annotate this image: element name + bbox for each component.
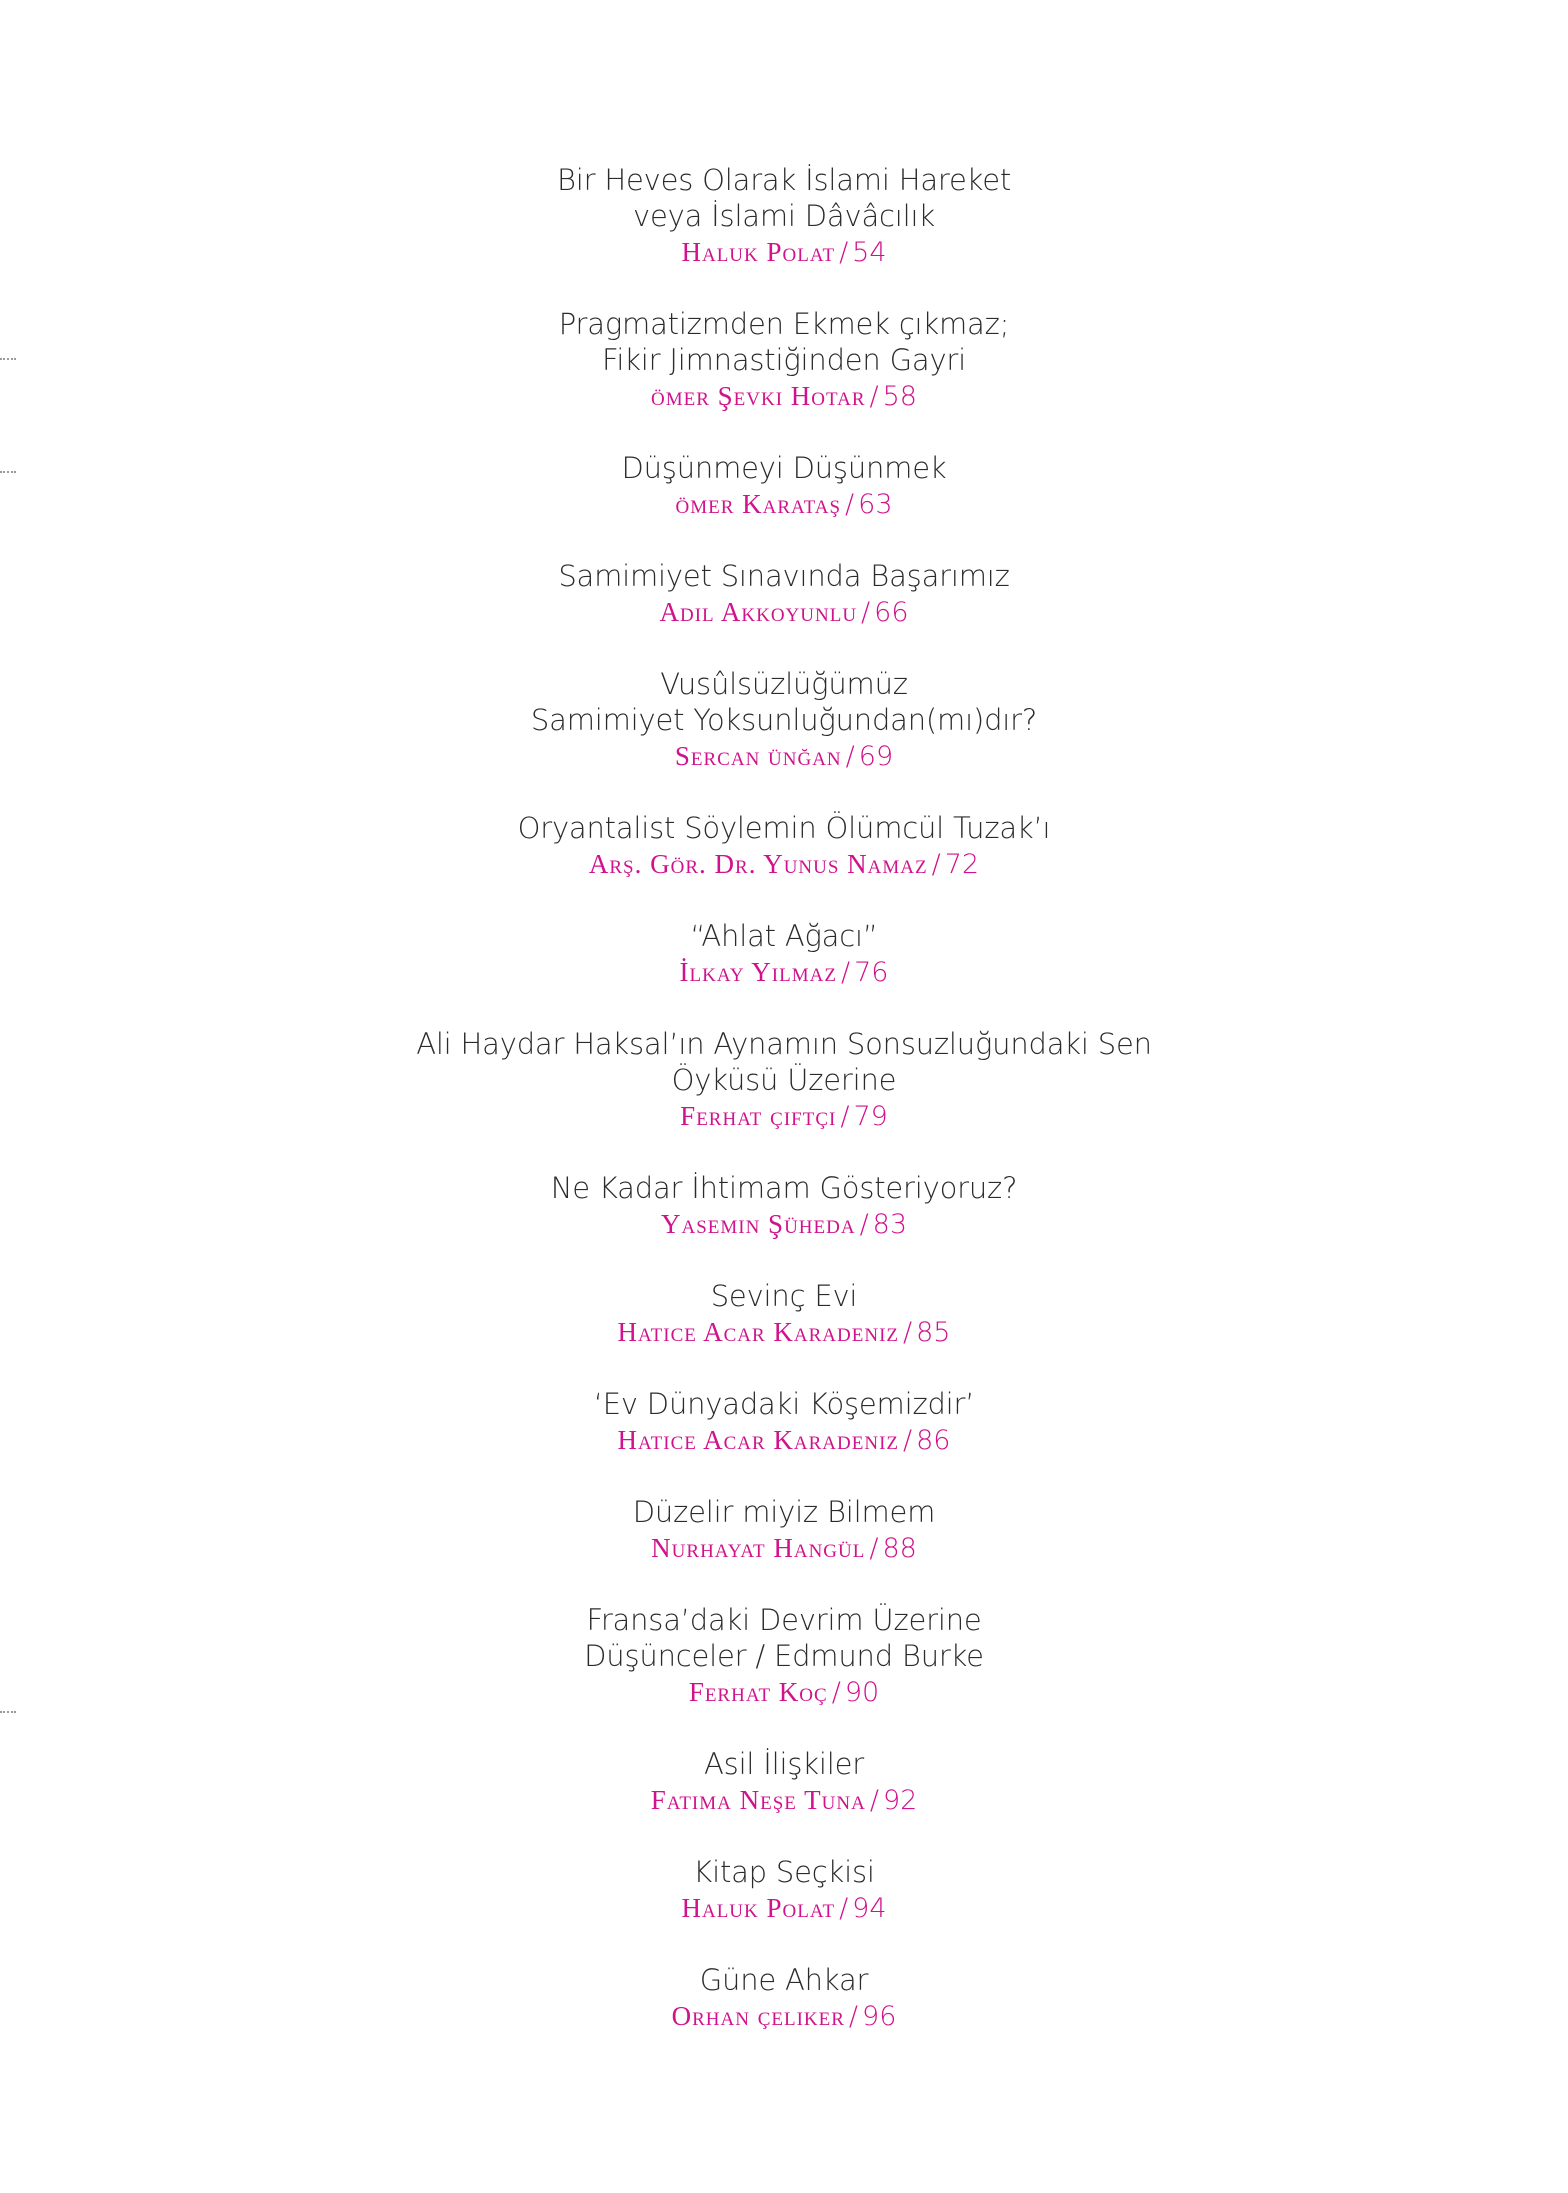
entry-title: Oryantalist Söylemin Ölümcül Tuzak’ı	[517, 811, 1051, 845]
entry-separator: /	[861, 597, 871, 628]
toc-entry[interactable]	[234, 1278, 1334, 1386]
entry-author: Yasemin Şüheda	[660, 1209, 856, 1239]
entry-separator: /	[903, 1317, 913, 1348]
entry-title: veya İslami Dâvâcılık	[633, 199, 935, 233]
entry-title: Ali Haydar Haksal’ın Aynamın Sonsuzluğundaki Sen	[416, 1027, 1152, 1061]
entry-author: Haluk Polat	[681, 1893, 836, 1923]
entry-page-number: 83	[872, 1209, 908, 1240]
entry-separator: /	[859, 1209, 869, 1240]
entry-page-number: 76	[854, 957, 889, 988]
entry-title: Samimiyet Yoksunluğundan(mı)dır?	[530, 703, 1038, 737]
toc-entry[interactable]	[234, 1170, 1334, 1278]
entry-byline	[234, 486, 1334, 527]
toc-entry[interactable]	[234, 162, 1334, 306]
entry-page-number: 94	[852, 1893, 887, 1924]
entry-page-number: 85	[916, 1317, 951, 1348]
entry-byline	[234, 1422, 1334, 1463]
entry-byline	[234, 378, 1334, 419]
entry-author: Hatice Acar Karadeniz	[617, 1425, 900, 1455]
entry-title: Düşünceler / Edmund Burke	[584, 1639, 984, 1673]
entry-page-number: 96	[862, 2001, 897, 2032]
entry-separator: /	[839, 1893, 849, 1924]
entry-page-number: 90	[844, 1677, 880, 1708]
entry-title: “Ahlat Ağacı”	[690, 919, 878, 953]
entry-separator: /	[869, 1785, 879, 1816]
entry-author: Sercan ünğan	[674, 741, 842, 771]
entry-author: Ferhat Koç	[688, 1677, 828, 1707]
toc-entry[interactable]	[234, 306, 1334, 450]
entry-byline	[234, 1782, 1334, 1823]
entry-byline	[234, 954, 1334, 995]
toc-entry[interactable]	[234, 1962, 1334, 2070]
entry-title: Ne Kadar İhtimam Gösteriyoruz?	[550, 1171, 1018, 1205]
entry-author: Haluk Polat	[681, 237, 836, 267]
entry-author: ömer Karataş	[675, 489, 842, 519]
entry-byline	[234, 1998, 1334, 2039]
entry-author: İlkay Yılmaz	[679, 957, 837, 987]
entry-title: ‘Ev Dünyadaki Köşemizdir’	[593, 1387, 975, 1421]
entry-title: Sevinç Evi	[710, 1279, 858, 1313]
entry-title: Öyküsü Üzerine	[671, 1063, 897, 1097]
entry-byline	[234, 738, 1334, 779]
entry-page-number: 86	[916, 1425, 951, 1456]
entry-byline	[234, 1890, 1334, 1931]
toc-entry[interactable]	[234, 810, 1334, 918]
entry-page-number: 92	[882, 1785, 918, 1816]
entry-separator: /	[840, 957, 851, 988]
entry-separator: /	[848, 2001, 859, 2032]
entry-title: Pragmatizmden Ekmek çıkmaz;	[558, 307, 1010, 341]
entry-separator: /	[869, 1533, 879, 1564]
entry-byline	[234, 1206, 1334, 1247]
entry-title: Asil İlişkiler	[704, 1747, 864, 1781]
entry-title: Fikir Jimnastiğinden Gayri	[601, 343, 967, 377]
entry-author: Adil Akkoyunlu	[659, 597, 858, 627]
toc-entry[interactable]	[234, 918, 1334, 1026]
toc-entry[interactable]	[234, 1026, 1334, 1170]
entry-byline	[234, 1098, 1334, 1139]
toc-entry[interactable]	[234, 558, 1334, 666]
entry-author: Hatice Acar Karadeniz	[617, 1317, 900, 1347]
entry-title: Düzelir miyiz Bilmem	[632, 1495, 936, 1529]
entry-separator: /	[839, 237, 849, 268]
entry-page-number: 54	[852, 237, 887, 268]
toc-entry[interactable]	[234, 1854, 1334, 1962]
entry-author: Nurhayat Hangül	[651, 1533, 866, 1563]
table-of-contents	[0, 162, 1568, 2070]
entry-page-number: 63	[858, 489, 893, 520]
entry-separator: /	[869, 381, 879, 412]
entry-author: Ferhat çiftçi	[680, 1101, 837, 1131]
entry-byline	[234, 1674, 1334, 1715]
entry-title: Fransa’daki Devrim Üzerine	[586, 1603, 982, 1637]
entry-separator: /	[903, 1425, 913, 1456]
entry-separator: /	[831, 1677, 841, 1708]
entry-author: Arş. Gör. Dr. Yunus Namaz	[588, 849, 928, 879]
entry-title: Vusûlsüzlüğümüz	[660, 667, 908, 701]
entry-byline	[234, 1530, 1334, 1571]
entry-separator: /	[840, 1101, 850, 1132]
entry-author: ömer Şevki Hotar	[651, 381, 866, 411]
entry-page-number: 69	[858, 741, 894, 772]
entry-byline	[234, 1314, 1334, 1355]
entry-title: Düşünmeyi Düşünmek	[621, 451, 947, 485]
entry-author: Orhan çeliker	[671, 2001, 845, 2031]
entry-page-number: 79	[853, 1101, 888, 1132]
toc-entry[interactable]	[234, 1494, 1334, 1602]
entry-author: Fatıma Neşe Tuna	[650, 1785, 866, 1815]
toc-entry[interactable]	[234, 1746, 1334, 1854]
entry-separator: /	[931, 849, 941, 880]
entry-separator: /	[845, 489, 855, 520]
toc-entry[interactable]	[234, 450, 1334, 558]
entry-page-number: 58	[882, 381, 917, 412]
entry-title: Bir Heves Olarak İslami Hareket	[556, 163, 1012, 197]
entry-page-number: 72	[944, 849, 980, 880]
entry-page-number: 66	[874, 597, 909, 628]
toc-entry[interactable]	[234, 1602, 1334, 1746]
entry-separator: /	[845, 741, 855, 772]
toc-entry[interactable]	[234, 1386, 1334, 1494]
entry-byline	[234, 234, 1334, 275]
entry-title: Samimiyet Sınavında Başarımız	[558, 559, 1010, 593]
entry-byline	[234, 594, 1334, 635]
entry-byline	[234, 846, 1334, 887]
entry-title: Kitap Seçkisi	[693, 1855, 875, 1889]
entry-title: Güne Ahkar	[699, 1963, 869, 1997]
entry-page-number: 88	[882, 1533, 917, 1564]
toc-entry[interactable]	[234, 666, 1334, 810]
